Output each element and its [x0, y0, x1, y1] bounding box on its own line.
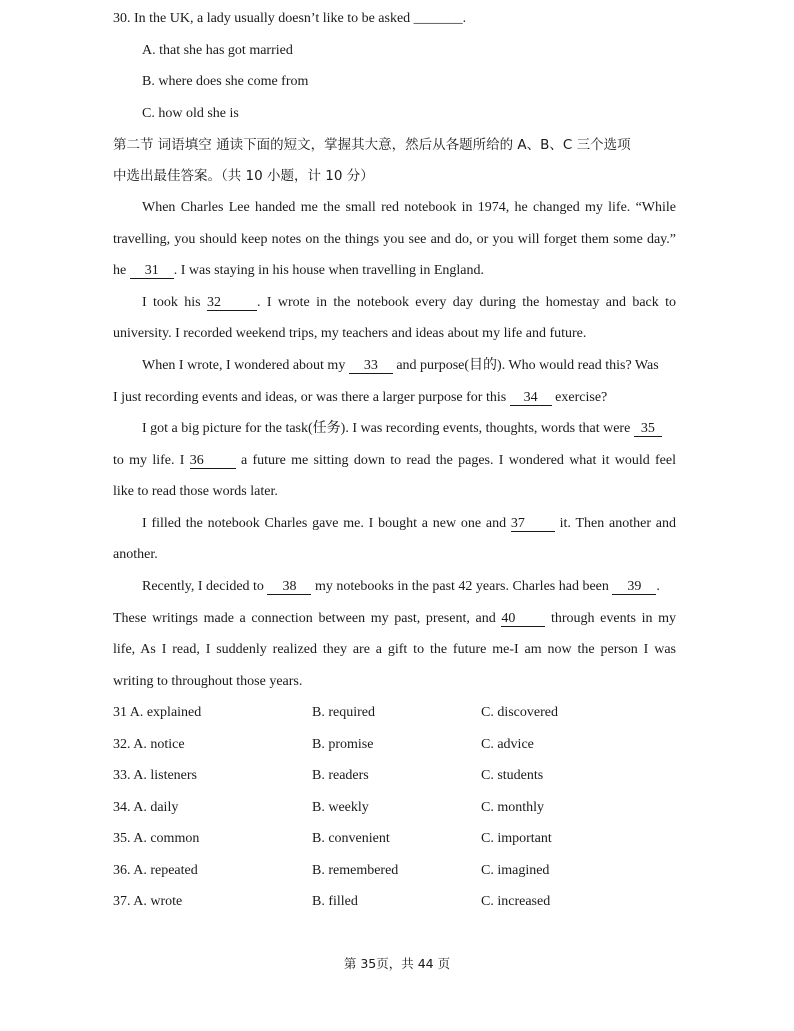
- passage-text: I got a big picture for the task(任务). I was recording events, thoughts, words that were: [142, 421, 634, 436]
- passage-line: [142, 420, 662, 438]
- blank-36: 36: [190, 453, 236, 469]
- passage-line: another.: [113, 547, 158, 562]
- passage-text: When I wrote, I wondered about my: [142, 358, 349, 373]
- choice-36-c: C. imagined: [481, 863, 550, 878]
- passage-text: I filled the notebook Charles gave me. I bought a new one and: [142, 516, 511, 531]
- question-30-option-b: B. where does she come from: [142, 74, 309, 89]
- passage-text: I just recording events and ideas, or was there a larger purpose for this: [113, 390, 510, 405]
- choice-37-b: B. filled: [312, 894, 358, 909]
- section-heading-line2: 中选出最佳答案。（共 10 小题，计 10 分）: [113, 168, 374, 184]
- choice-31-b: B. required: [312, 705, 375, 720]
- choice-34-c: C. monthly: [481, 800, 545, 815]
- choice-37-c: C. increased: [481, 894, 551, 909]
- passage-line: [113, 452, 676, 470]
- passage-line: When Charles Lee handed me the small red notebook in 1974, he changed my life. “While: [142, 200, 676, 215]
- section-heading-line1: 第二节 词语填空 通读下面的短文，掌握其大意，然后从各题所给的 A、B、C 三个选项: [113, 137, 631, 153]
- passage-text: to my life. I: [113, 453, 190, 468]
- blank-38: 38: [267, 579, 311, 595]
- passage-text: through events in my: [545, 611, 676, 626]
- choice-32-c: C. advice: [481, 737, 534, 752]
- passage-text: . I was staying in his house when travelling in England.: [173, 263, 485, 278]
- blank-32: 32: [207, 295, 257, 311]
- blank-40: 40: [501, 611, 545, 627]
- passage-line: life, As I read, I suddenly realized they are a gift to the future me-I am now the person I was: [113, 642, 676, 657]
- passage-text: exercise?: [551, 390, 608, 405]
- blank-31: 31: [130, 263, 174, 279]
- question-30-option-c: C. how old she is: [142, 106, 239, 121]
- passage-line: like to read those words later.: [113, 484, 278, 499]
- passage-text: I took his: [142, 295, 207, 310]
- blank-39: 39: [612, 579, 656, 595]
- choice-36-b: B. remembered: [312, 863, 399, 878]
- choice-35-c: C. important: [481, 831, 552, 846]
- blank-34: 34: [510, 390, 552, 406]
- passage-text: . I wrote in the notebook every day during the homestay and back to: [256, 295, 676, 310]
- passage-line: [142, 294, 676, 312]
- passage-line: [113, 610, 676, 628]
- question-30-stem: 30. In the UK, a lady usually doesn’t like to be asked _______.: [113, 11, 467, 26]
- question-30-option-a: A. that she has got married: [142, 43, 293, 58]
- choice-35-a: 35. A. common: [113, 831, 200, 846]
- page-footer: 第 35页，共 44 页: [343, 956, 451, 971]
- choice-37-a: 37. A. wrote: [113, 894, 183, 909]
- blank-35: 35: [634, 421, 662, 437]
- choice-31-a: 31 A. explained: [113, 705, 202, 720]
- passage-line: [142, 357, 659, 375]
- passage-text: a future me sitting down to read the pages. I wondered what it would feel: [235, 453, 676, 468]
- passage-line: travelling, you should keep notes on the things you see and do, or you will forget them some day.”: [113, 232, 676, 247]
- passage-text: it. Then another and: [554, 516, 676, 531]
- blank-33: 33: [349, 358, 393, 374]
- passage-line: [113, 389, 607, 407]
- choice-34-a: 34. A. daily: [113, 800, 179, 815]
- choice-36-a: 36. A. repeated: [113, 863, 198, 878]
- passage-text: he: [113, 263, 130, 278]
- passage-text: These writings made a connection between my past, present, and: [113, 611, 502, 626]
- passage-text: my notebooks in the past 42 years. Charles had been: [311, 579, 613, 594]
- passage-line: [113, 262, 484, 280]
- passage-line: writing to throughout those years.: [113, 674, 303, 689]
- blank-37: 37: [511, 516, 555, 532]
- choice-34-b: B. weekly: [312, 800, 369, 815]
- choice-35-b: B. convenient: [312, 831, 390, 846]
- choice-32-a: 32. A. notice: [113, 737, 185, 752]
- choice-33-c: C. students: [481, 768, 544, 783]
- passage-line: [142, 578, 660, 596]
- choice-33-b: B. readers: [312, 768, 369, 783]
- passage-text: Recently, I decided to: [142, 579, 268, 594]
- passage-text: .: [656, 579, 660, 594]
- choice-32-b: B. promise: [312, 737, 374, 752]
- passage-line: [142, 515, 676, 533]
- choice-33-a: 33. A. listeners: [113, 768, 197, 783]
- choice-31-c: C. discovered: [481, 705, 558, 720]
- passage-line: university. I recorded weekend trips, my teachers and ideas about my life and future.: [113, 326, 587, 341]
- passage-text: and purpose(目的). Who would read this? Was: [392, 358, 659, 373]
